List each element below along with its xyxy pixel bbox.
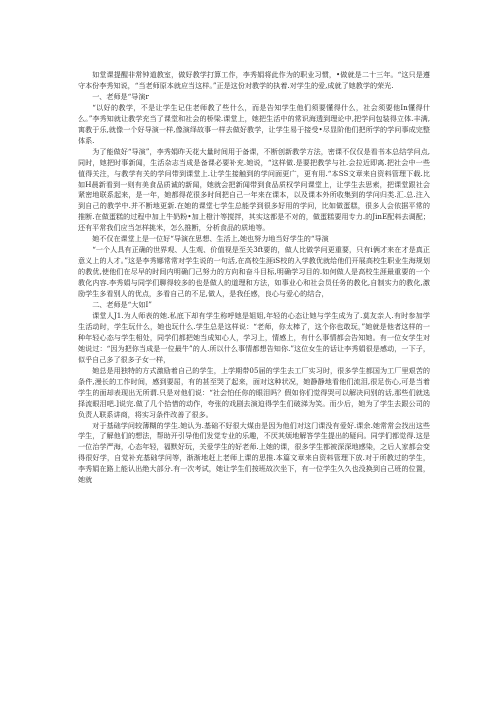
document-body	[78, 70, 430, 486]
paragraph-thought-director: 她不仅在课堂上是一位好“导演在思想、生活上,她也努力地当好学生的“导演	[92, 234, 329, 244]
paragraph-lesson-prep: 为了能做好“导演”，李秀娟昨天花大量时间用于备课，不断创新教学方法，密课不仅仅是看书本总结学问点,同时，她把时事新闻，生活杂志当成是备课必要补充.她说，“这样做.是要把教学与社.会拉近即离.把社会中一些值得关注，与教学有关的学问带到课堂上.让学生接触到的学问面更广，更有用.“本SS文章来自资料管理下载.比如H晨新看到一则有美食品质诚的新闻，她就会把新闻带到食品质权学问课堂上，让学生去思索，把课堂跟社会紧密地联系起来，是一年，她都得花很多时间把自己一年来在课本，以及课本外所收集到的学问归类.汇.总.注入到自己的教学中.并不断地更新.在她的课堂七学生总能学到很多好用的学问，比如做蛋糕，很多人会依据平常的推断.在做蛋糕的过程中加上牛奶粉•加上橙汁等搅拌，其实这都是不对的，做蛋糕要用专力.的JinE配料去调配；还有平常我们应当怎样挑米，怎么推断，分析食品的质地等。	[78, 146, 430, 233]
paragraph-worldview: “一个人具有正确的世界观、人生观、价值视是至关3ft要的，做人比做学问更重要，只有i俩才来在才是真正意义上的人才。”这是李秀娜常常对学生说的一句活,在高校生涯iS校的入学教优就给他们开展高校生职业生海规划的教优,使他们在尽早的时间内明确门己努力的方向和奋斗目标,明确学习目的.如何做人是高校生涯最重要的一个教化内容.李秀娟与同学们聊得较多的也是做人的道理和方法，如事业心和社会员任务的教化,自制实力的教化,激励学生多看别人的优点，多看自己的不足,做人，是我任感，良心与爱心的结合，	[78, 245, 430, 299]
section-heading-director: 一、老师是“导演r	[92, 91, 149, 101]
paragraph-young-mindset: 课堂人J1.为人师表的她.私底下却有学生称呼她是姐姐,年轻的心态让她与学生成为了.莫友亲人.有时参加学生活动时，学生玩什么，她也玩什么.学生总是这样说：“老师，你太棒了，这个你也敢玩，”她就是他者这样的一种年轻心态与学生相处，同学们都把她当成知心人，学习上，情感上，有什么事情都会告知她。有一位女学生对她说过：“因为把你当成是一位最牛”的人.所以什么事情都想告知你.”这位女生的话让李秀娟很是感动，一下子，似乎自己多了很多子女一样，	[78, 310, 430, 364]
paragraph-weak-students: 对于基础学问较薄糊的学生.她认为.基础不好很大煤由是因为他们对这门课没有爱好.课余.她常常会找出这些学生，了解他们的想法，帮助开引导他们发觉专业的乐趣，不厌其烦地解答学生提出的疑问。同学们都觉得.这是一位治学严海，心态年轻，福默好玩，关爱学生的好老师.上她的课，很多学生都被深深地感染，之后人家都会变得很好学，自觉补充基础学问等，渐渐地赶上老师上课的思推.本篇文章来自资料管理下放.对于所教过的学生，李秀娟在路上能认出绝大部分.有一次考试，她让学生们按班故次坐下，有一位学生久久也没换到自己班的位置，她就	[78, 420, 430, 485]
section-heading-sister: 二、老师是“大如I”	[92, 300, 152, 310]
paragraph-encouragement: 她总是用独特的方式激励着自己的学生，上学期带05届的学生去工厂实习时，很多学生都国为工厂里艰苦的条件,漫长的工作时间，感到要屈，有的甚至哭了起来，面对这种状况，她静静地看他们流泪,很足伤心,可是当着学生的面却表现出无所谓.只是对他们说：“社会怕任你的眼泪吗？假如你们觉得哭可以解决问别的话,那些们就选择流眼泪吧.]说完.做了几个拾惜的动作，夸张的戏剧去演迫得学生们破涕为笑。而少后，她为了学生去跟公司的负责人联系讲商，将实习条件改善了很多。	[78, 365, 430, 419]
paragraph-teaching: “以好的教学，不是让学生记住老师教了些什么，而是告知学生他们须要懂得什么，社会须要他In懂得什么。”李秀知就让教学充当了课堂和社会的桥梁.课堂上，她把生活中的常识海透到理论中,把学问包装得立体.丰满,寓教于乐,就像一个好导演一样,像演绎故事一样去做好教学，让学生易于接受•尽显阶他们把所学的学问事成完整体系.	[78, 102, 430, 145]
paragraph-intro: 如堂课提醒非常钟道教室，做好教学打算工作，李秀娟将此作为的职业习惯，•做就是二十三年。“这只是遵守本份李秀知说，“当老师原本就应当这样。”正是这份对教学的执着.对学生的爱,成就了她教学的荣光.	[78, 70, 430, 90]
